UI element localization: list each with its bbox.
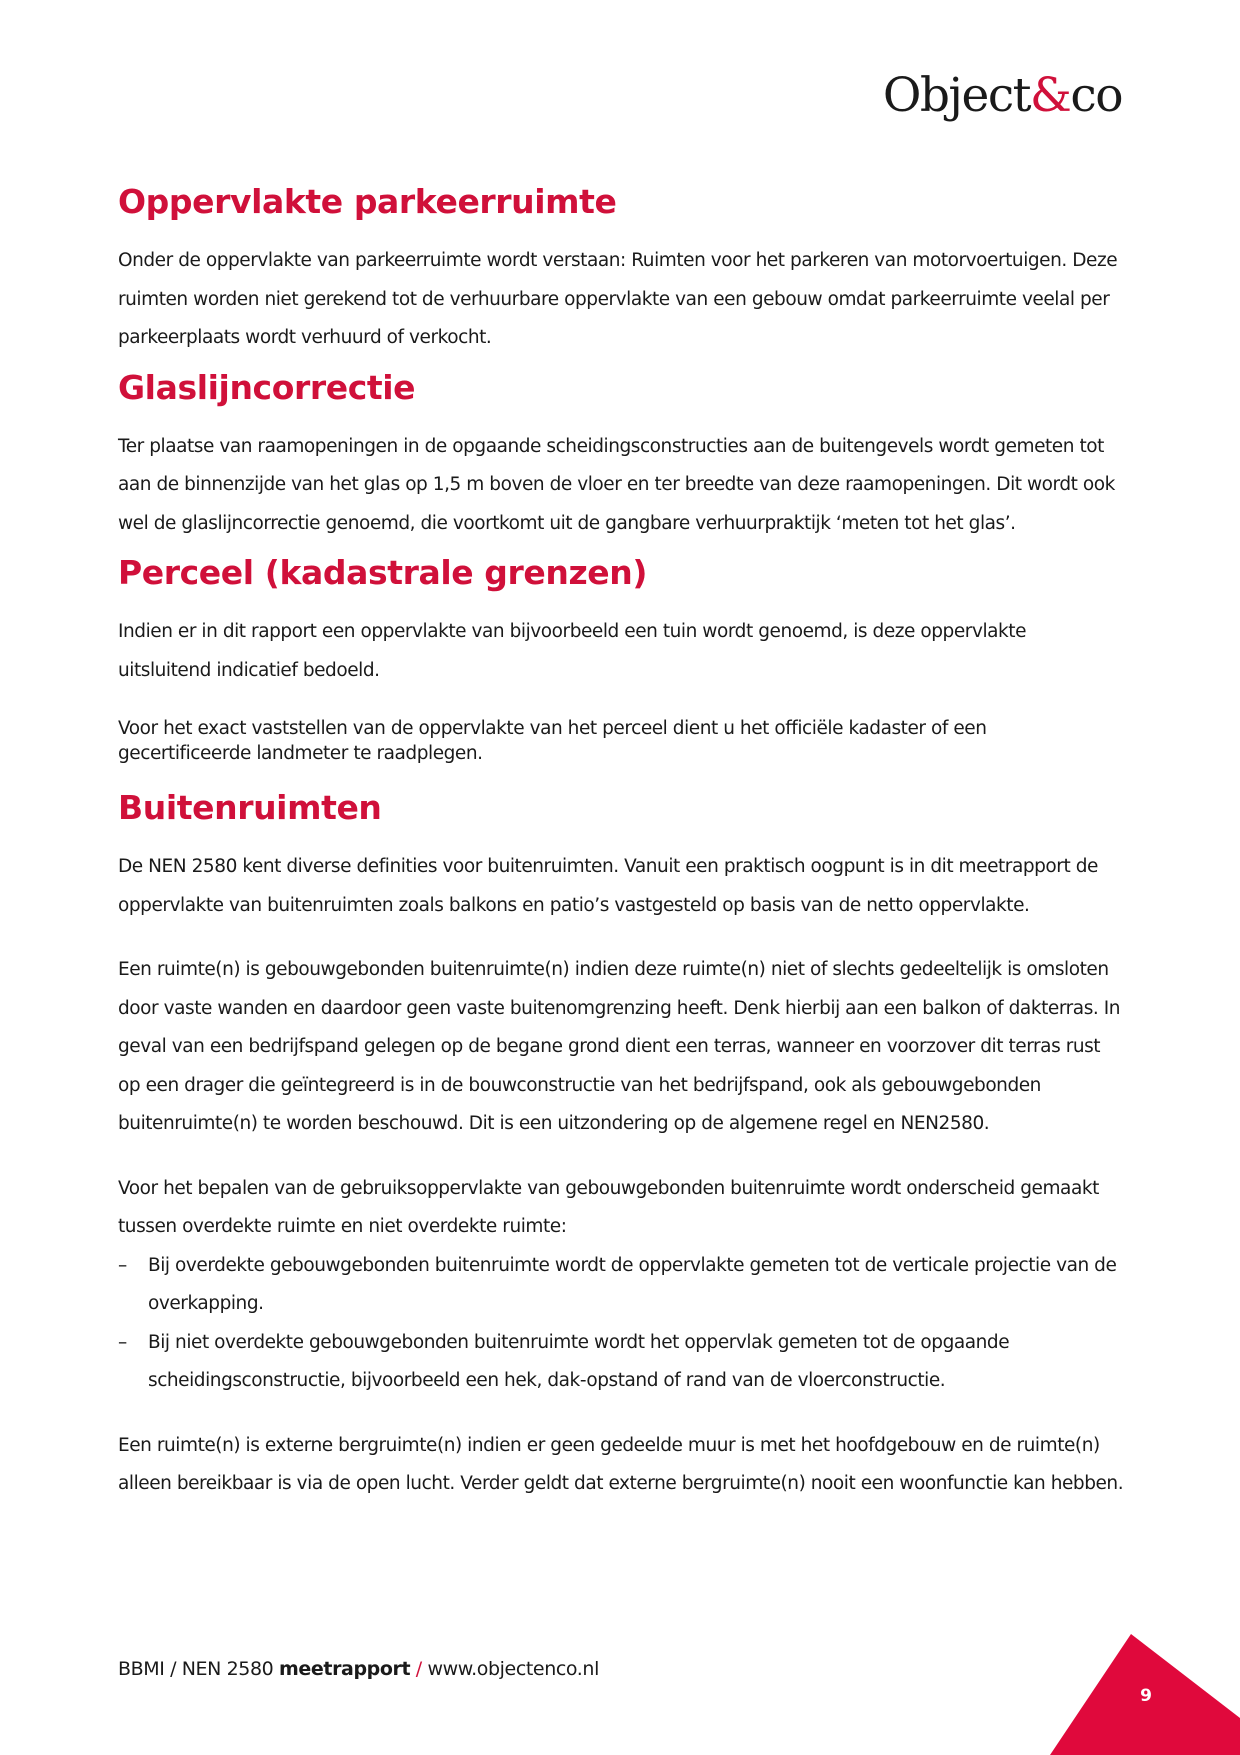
logo-text-co: co: [1070, 68, 1122, 123]
paragraph-buitenruimten-3: Voor het bepalen van de gebruiksoppervlakte van gebouwgebonden buitenruimte wordt onderscheid gemaakt tussen overdekte ruimte en niet overdekte ruimte:: [118, 1177, 1099, 1237]
list-item-text: Bij overdekte gebouwgebonden buitenruimte wordt de oppervlakte gemeten tot de verticale projectie van de overkapping.: [148, 1254, 1117, 1314]
paragraph-glaslijncorrectie: Ter plaatse van raamopeningen in de opgaande scheidingsconstructies aan de buitengevels wordt gemeten tot aan de binnenzijde van het glas op 1,5 m boven de vloer en ter breedte van deze raamopeningen. Dit wordt ook wel de glaslijncorrectie genoemd, die voortkomt uit de gangbare verhuurpraktijk ‘meten tot het glas’.: [118, 435, 1115, 534]
footer: [118, 1658, 599, 1680]
heading-buitenruimten: Buitenruimten: [118, 788, 382, 827]
page-number: 9: [1140, 1686, 1152, 1706]
paragraph-buitenruimten-2: Een ruimte(n) is gebouwgebonden buitenruimte(n) indien deze ruimte(n) niet of slechts gedeeltelijk is omsloten door vaste wanden en daardoor geen vaste buitenomgrenzing heeft. Denk hierbij aan een balkon of dakterras. In geval van een bedrijfspand gelegen op de begane grond dient een terras, wanneer en voorzover dit terras rust op een drager die geïntegreerd is in de bouwconstructie van het bedrijfspand, ook als gebouwgebonden buitenruimte(n) te worden beschouwd. Dit is een uitzondering op de algemene regel en NEN2580.: [118, 959, 1121, 1134]
heading-glaslijncorrectie: Glaslijncorrectie: [118, 367, 416, 407]
logo-text-object: Object: [882, 68, 1031, 123]
paragraph-perceel-2: Voor het exact vaststellen van de oppervlakte van het perceel dient u het officiële kadaster of een gecertificeerde landmeter te raadplegen.: [118, 718, 987, 764]
list-item-text: Bij niet overdekte gebouwgebonden buitenruimte wordt het oppervlak gemeten tot de opgaande scheidingsconstructie, bijvoorbeeld een hek, dak-opstand of rand van de vloerconstructie.: [148, 1331, 1010, 1391]
footer-url: www.objectenco.nl: [427, 1658, 599, 1680]
footer-prefix: BBMI / NEN 2580: [118, 1658, 280, 1680]
logo-ampersand: &: [1030, 68, 1071, 123]
list-item: [118, 1324, 1124, 1401]
paragraph-perceel-1: Indien er in dit rapport een oppervlakte van bijvoorbeeld een tuin wordt genoemd, is deze oppervlakte uitsluitend indicatief bedoeld.: [118, 621, 1027, 681]
footer-separator: /: [410, 1658, 428, 1680]
heading-parkeerruimte: Oppervlakte parkeerruimte: [118, 182, 617, 221]
heading-perceel: Perceel (kadastrale grenzen): [118, 553, 648, 592]
list-item: [118, 1247, 1124, 1324]
footer-report-label: meetrapport: [279, 1658, 411, 1680]
dash-bullet-icon: –: [118, 1331, 127, 1353]
dash-bullet-icon: –: [118, 1254, 127, 1276]
bullet-list: [118, 1247, 1124, 1401]
paragraph-parkeerruimte: Onder de oppervlakte van parkeerruimte wordt verstaan: Ruimten voor het parkeren van motorvoertuigen. Deze ruimten worden niet gerekend tot de verhuurbare oppervlakte van een gebouw omdat parkeerruimte veelal per parkeerplaats wordt verhuurd of verkocht.: [118, 250, 1118, 348]
paragraph-buitenruimten-4: Een ruimte(n) is externe bergruimte(n) indien er geen gedeelde muur is met het hoofdgebouw en de ruimte(n) alleen bereikbaar is via de open lucht. Verder geldt dat externe bergruimte(n) nooit een woonfunctie kan hebben.: [118, 1434, 1124, 1494]
company-logo: [882, 68, 1122, 123]
paragraph-buitenruimten-1: De NEN 2580 kent diverse definities voor buitenruimten. Vanuit een praktisch oogpunt is in dit meetrapport de oppervlakte van buitenruimten zoals balkons en patio’s vastgesteld op basis van de netto oppervlakte.: [118, 856, 1098, 916]
page-content: [118, 176, 1124, 1504]
